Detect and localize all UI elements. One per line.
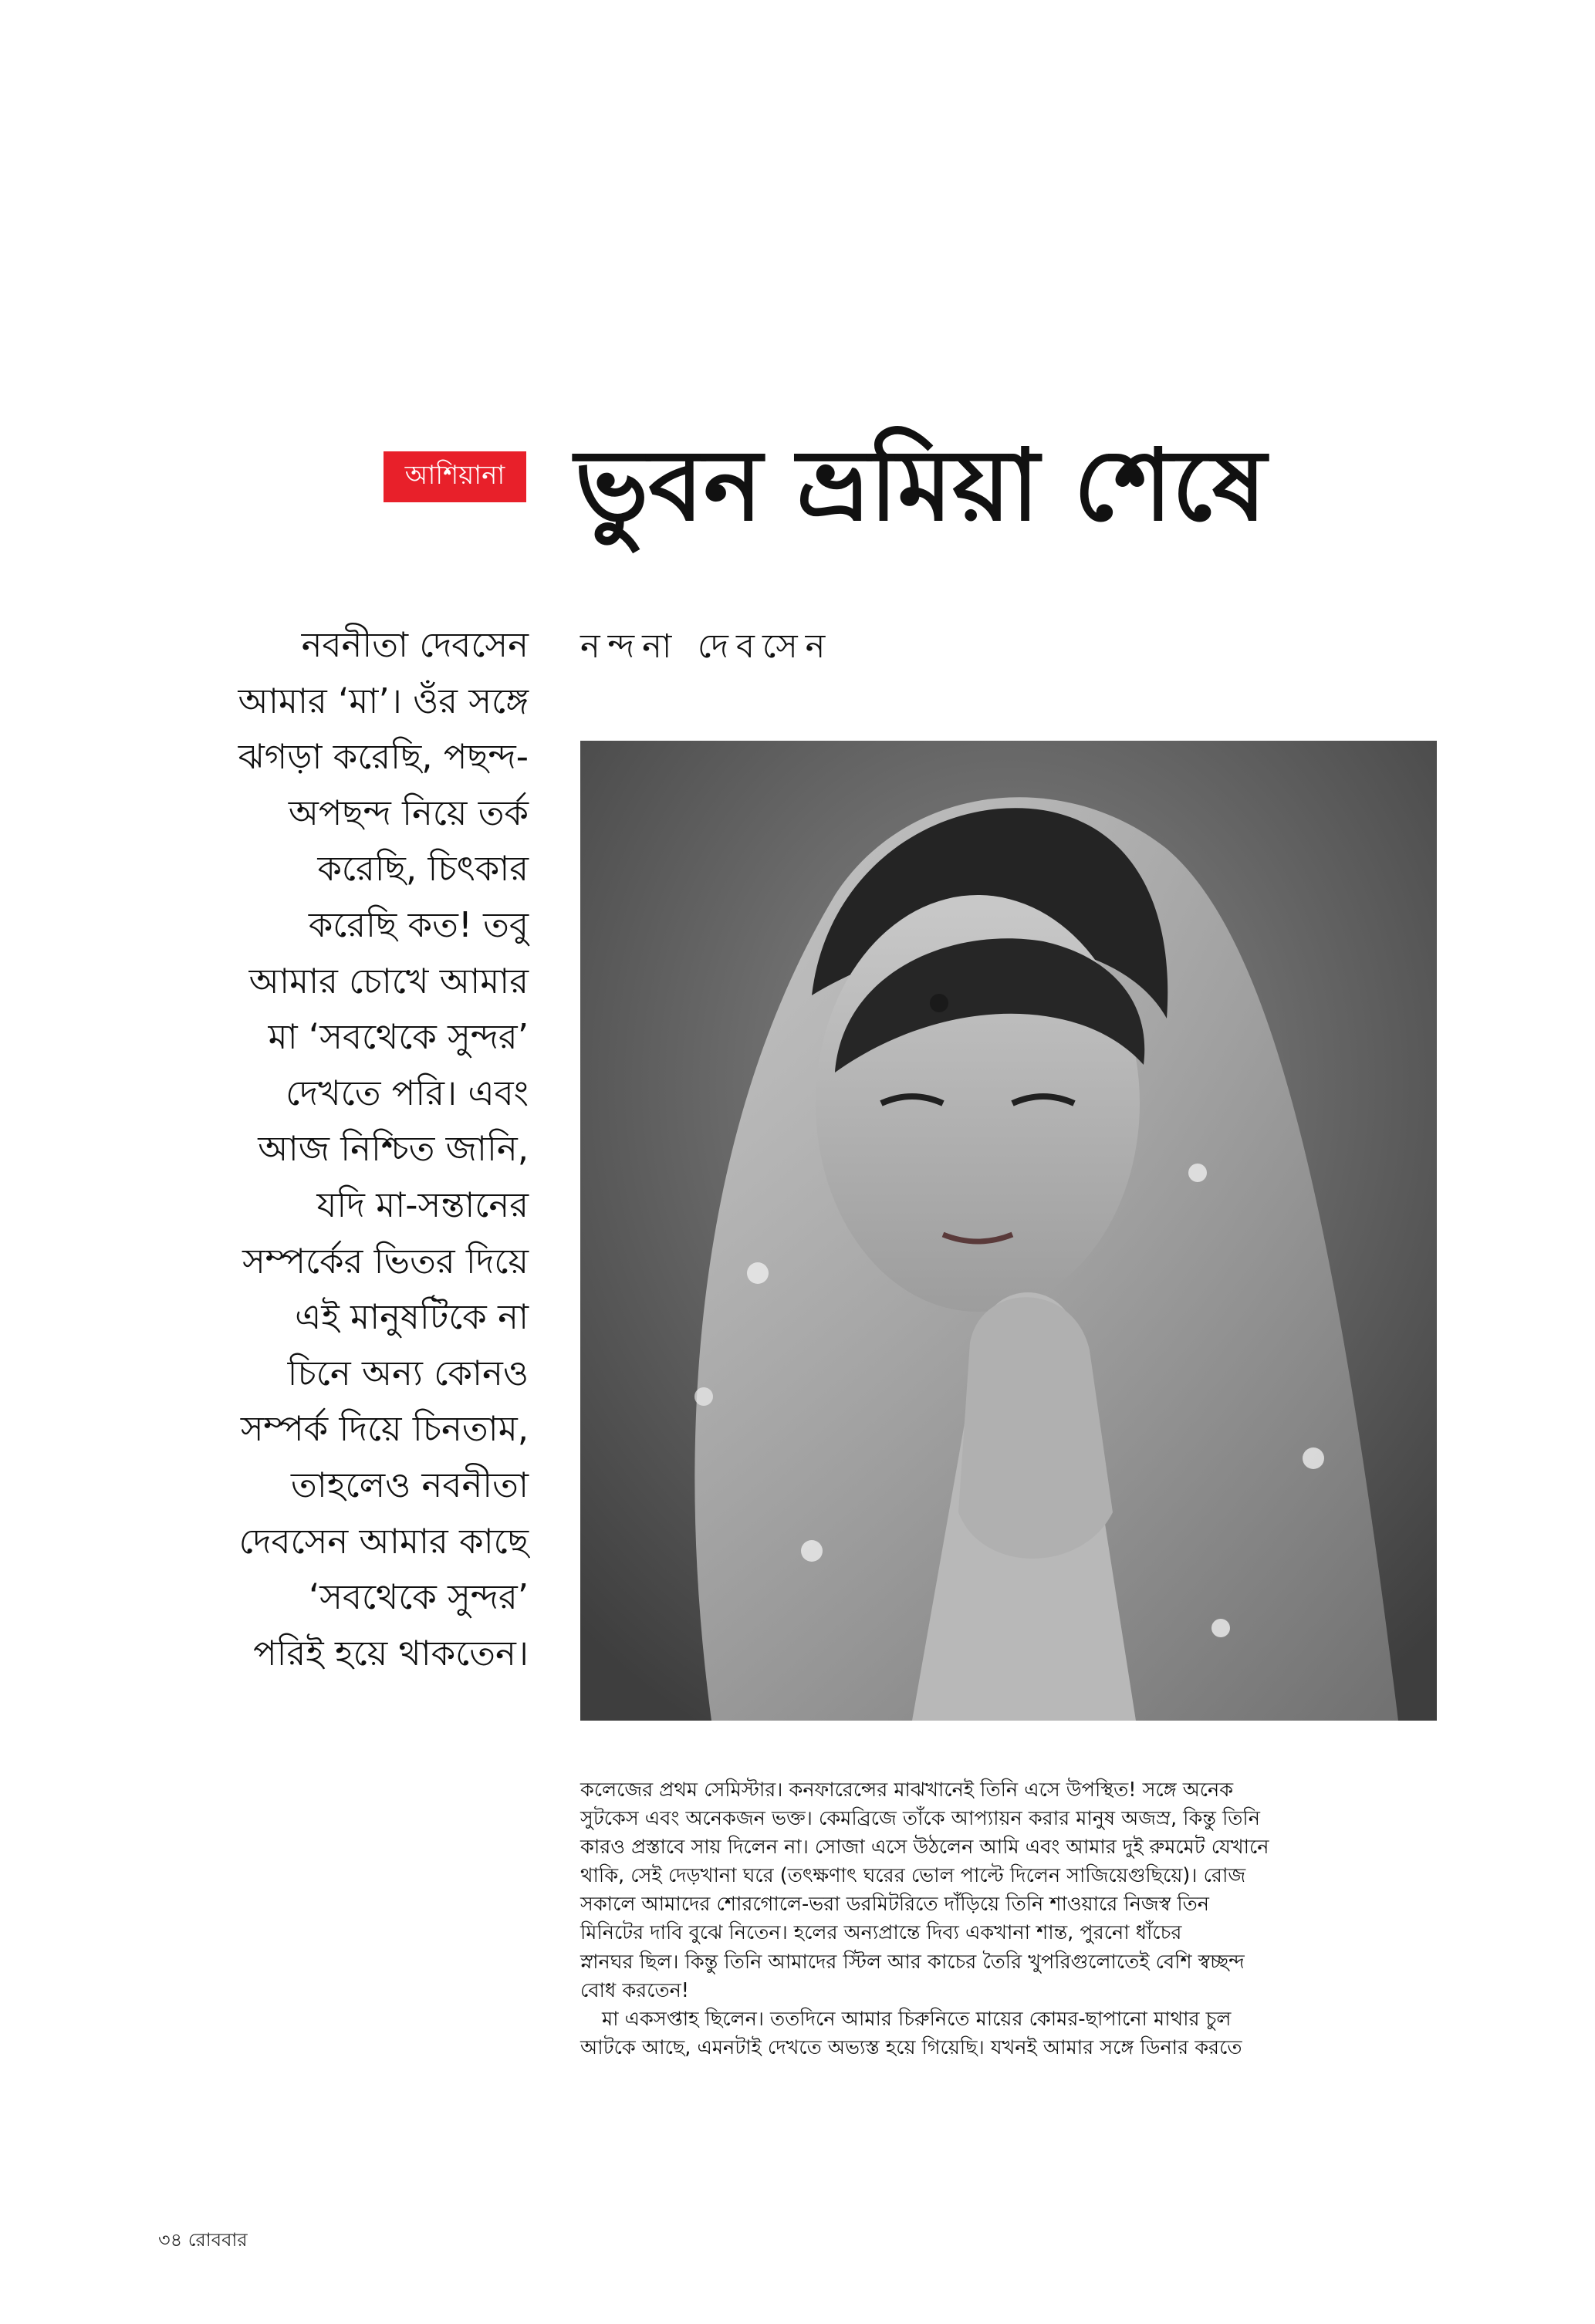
- body-line: কারও প্রস্তাবে সায় দিলেন না। সোজা এসে উঠলেন আমি এবং আমার দুই রুমমেট যেখানে: [580, 1836, 1269, 1860]
- article-body: [580, 1776, 1437, 2062]
- body-line: স্নানঘর ছিল। কিন্তু তিনি আমাদের স্টিল আর কাচের তৈরি খুপরিগুলোতেই বেশি স্বচ্ছন্দ: [580, 1950, 1245, 1974]
- intro-line: আমার চোখে আমার: [248, 960, 529, 1002]
- intro-line: তাহলেও নবনীতা: [291, 1464, 529, 1505]
- intro-line: পরিই হয়ে থাকতেন।: [253, 1632, 529, 1674]
- body-line: বোধ করতেন!: [580, 1978, 690, 2002]
- author-byline: নন্দনা দেবসেন: [580, 627, 833, 666]
- body-line: মিনিটের দাবি বুঝে নিতেন। হলের অন্যপ্রান্তে দিব্য একখানা শান্ত, পুরনো ধাঁচের: [580, 1921, 1182, 1945]
- intro-line: আমার ‘মা’। ওঁর সঙ্গে: [238, 680, 529, 721]
- intro-line: নবনীতা দেবসেন: [301, 624, 529, 665]
- portrait-photo: [580, 741, 1437, 1721]
- intro-line: এই মানুষটিকে না: [295, 1296, 529, 1338]
- intro-line: আজ নিশ্চিত জানি,: [258, 1128, 529, 1170]
- intro-line: দেখতে পরি। এবং: [286, 1072, 529, 1113]
- intro-line: ‘সবথেকে সুন্দর’: [308, 1576, 529, 1618]
- intro-line: দেবসেন আমার কাছে: [238, 1520, 529, 1562]
- body-line: সুটকেস এবং অনেকজন ভক্ত। কেমব্রিজে তাঁকে আপ্যায়ন করার মানুষ অজস্র, কিন্তু তিনি: [580, 1807, 1260, 1831]
- intro-line: মা ‘সবথেকে সুন্দর’: [268, 1016, 529, 1058]
- section-tag: আশিয়ানা: [384, 451, 526, 502]
- intro-line: সম্পর্কের ভিতর দিয়ে: [242, 1240, 529, 1282]
- intro-line: করেছি, চিৎকার: [317, 848, 529, 890]
- page-folio: ৩৪ রোববার: [158, 2229, 248, 2251]
- intro-line: সম্পর্ক দিয়ে চিনতাম,: [240, 1408, 529, 1450]
- body-line: থাকি, সেই দেড়খানা ঘরে (তৎক্ষণাৎ ঘরের ভোল পাল্টে দিলেন সাজিয়েগুছিয়ে)। রোজ: [580, 1864, 1246, 1888]
- body-line: মা একসপ্তাহ ছিলেন। ততদিনে আমার চিরুনিতে মায়ের কোমর-ছাপানো মাথার চুল: [602, 2007, 1232, 2031]
- intro-line: যদি মা-সন্তানের: [316, 1184, 529, 1225]
- body-line: সকালে আমাদের শোরগোলে-ভরা ডরমিটরিতে দাঁড়িয়ে তিনি শাওয়ারে নিজস্ব তিন: [580, 1893, 1210, 1917]
- intro-pullquote: [158, 617, 529, 1681]
- intro-line: ঝগড়া করেছি, পছন্দ-: [238, 736, 529, 778]
- intro-line: করেছি কত! তবু: [308, 904, 529, 945]
- body-line: আটকে আছে, এমনটাই দেখতে অভ্যস্ত হয়ে গিয়েছি। যখনই আমার সঙ্গে ডিনার করতে: [580, 2035, 1242, 2059]
- intro-line: চিনে অন্য কোনও: [287, 1352, 529, 1393]
- intro-line: অপছন্দ নিয়ে তর্ক: [288, 792, 529, 833]
- body-line: কলেজের প্রথম সেমিস্টার। কনফারেন্সের মাঝখানেই তিনি এসে উপস্থিত! সঙ্গে অনেক: [580, 1778, 1234, 1802]
- article-title: ভুবন ভ্রমিয়া শেষে: [575, 428, 1267, 543]
